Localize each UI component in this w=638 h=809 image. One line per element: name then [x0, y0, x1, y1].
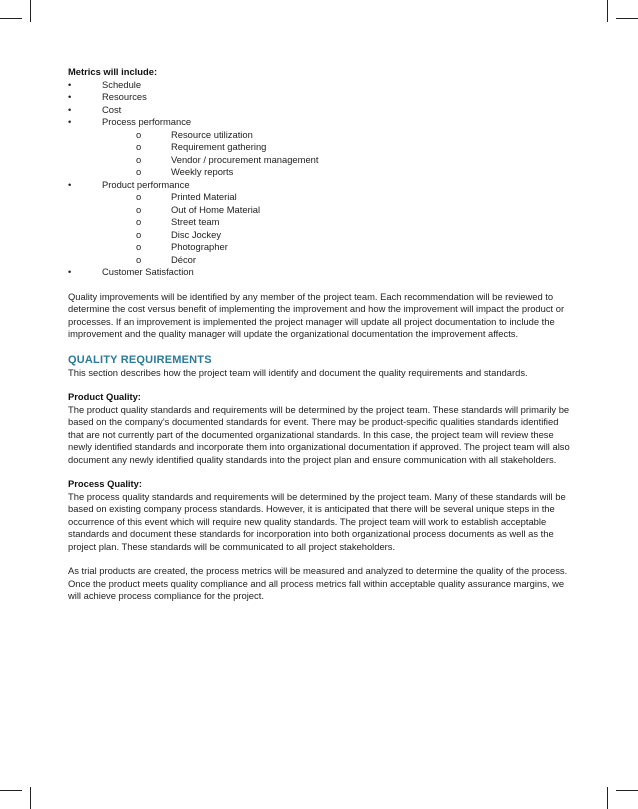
bullet-marker: • [68, 266, 72, 277]
metrics-subitem-label: Disc Jockey [171, 228, 222, 240]
crop-mark [607, 0, 608, 22]
metrics-subitem [68, 141, 570, 154]
process-quality-title: Process Quality: [68, 478, 142, 489]
crop-mark [0, 18, 22, 19]
metrics-item [68, 266, 570, 279]
metrics-subitem-label: Photographer [171, 241, 228, 252]
metrics-subitem-label: Requirement gathering [171, 141, 267, 152]
metrics-list [68, 79, 570, 279]
process-quality-body: The process quality standards and requirements will be determined by the project team. Many of these standards will be based on existing company process standards. However, it is anticipated that there will be several unique steps in the occurrence of this event which will require new quality standards. The project team will work to establish acceptable standards and document these standards for incorporation into both organizational process documents as well as the project plan. These standards will be communicated to all project stakeholders. [68, 490, 566, 552]
bullet-marker: • [68, 91, 72, 102]
section-title-quality-requirements: QUALITY REQUIREMENTS [68, 353, 212, 366]
metrics-subitem-label: Décor [171, 253, 197, 265]
metrics-item [68, 179, 570, 192]
metrics-item-label: Cost [102, 103, 122, 115]
metrics-item [68, 116, 570, 129]
crop-mark [0, 790, 22, 791]
bullet-marker: • [68, 78, 72, 90]
sub-marker: o [136, 253, 142, 265]
bullet-marker: • [68, 178, 72, 190]
metrics-item-label: Resources [102, 91, 147, 102]
sub-marker: o [136, 128, 142, 140]
crop-mark [616, 790, 638, 791]
metrics-subitem [68, 154, 570, 167]
metrics-subitem [68, 229, 570, 242]
metrics-item [68, 79, 570, 92]
metrics-subitem-label: Street team [171, 216, 220, 227]
quality-requirements-intro: This section describes how the project team will identify and document the quality requirements and standards. [68, 366, 528, 378]
sub-marker: o [136, 166, 142, 177]
metrics-item [68, 104, 570, 117]
metrics-subitem [68, 241, 570, 254]
sub-marker: o [136, 241, 142, 252]
metrics-subitem [68, 191, 570, 204]
metrics-item-label: Customer Satisfaction [102, 266, 194, 277]
metrics-heading: Metrics will include: [68, 66, 158, 77]
metrics-subitem-label: Vendor / procurement management [171, 153, 319, 165]
metrics-subitem [68, 204, 570, 217]
metrics-subitem-label: Resource utilization [171, 128, 253, 140]
metrics-subitem [68, 166, 570, 179]
sub-marker: o [136, 141, 142, 152]
sub-marker: o [136, 228, 142, 240]
metrics-item-label: Product performance [102, 178, 190, 190]
sub-marker: o [136, 216, 142, 227]
bullet-marker: • [68, 103, 72, 115]
crop-mark [30, 787, 31, 809]
crop-mark [30, 0, 31, 22]
document-body [68, 66, 570, 603]
sub-marker: o [136, 203, 142, 215]
metrics-subitem-label: Printed Material [171, 191, 237, 202]
trial-products-paragraph: As trial products are created, the process metrics will be measured and analyzed to determine the quality of the process. Once the product meets quality compliance and all process metrics fall within acceptable quality assurance margins, we will achieve process compliance for the project. [68, 565, 568, 601]
product-quality-body: The product quality standards and requirements will be determined by the project team. These standards will primarily be based on the company's documented standards for event. There may be product-specific qualities standards identified that are not currently part of the documented organizational standards. In this case, the project team will review these newly identified standards and incorporate them into organizational documentation if approved. The project team will also document any newly identified quality standards into the project plan and ensure communication with all stakeholders. [68, 403, 570, 465]
metrics-subitem [68, 216, 570, 229]
product-quality-title: Product Quality: [68, 391, 141, 402]
metrics-subitem [68, 129, 570, 142]
sub-marker: o [136, 153, 142, 165]
metrics-item-label: Process performance [102, 116, 192, 127]
bullet-marker: • [68, 116, 72, 127]
metrics-subitem-label: Out of Home Material [171, 203, 261, 215]
intro-paragraph: Quality improvements will be identified by any member of the project team. Each recommendation will be reviewed to determine the cost versus benefit of implementing the improvement and how the improvement will impact the product or processes. If an improvement is implemented the project manager will update all project documentation to include the improvement and the quality manager will update the organizational documentation the improvement affects. [68, 290, 565, 339]
crop-mark [616, 18, 638, 19]
metrics-item [68, 91, 570, 104]
sub-marker: o [136, 191, 142, 202]
metrics-item-label: Schedule [102, 78, 142, 90]
crop-mark [607, 787, 608, 809]
metrics-subitem [68, 254, 570, 267]
metrics-subitem-label: Weekly reports [171, 166, 234, 177]
